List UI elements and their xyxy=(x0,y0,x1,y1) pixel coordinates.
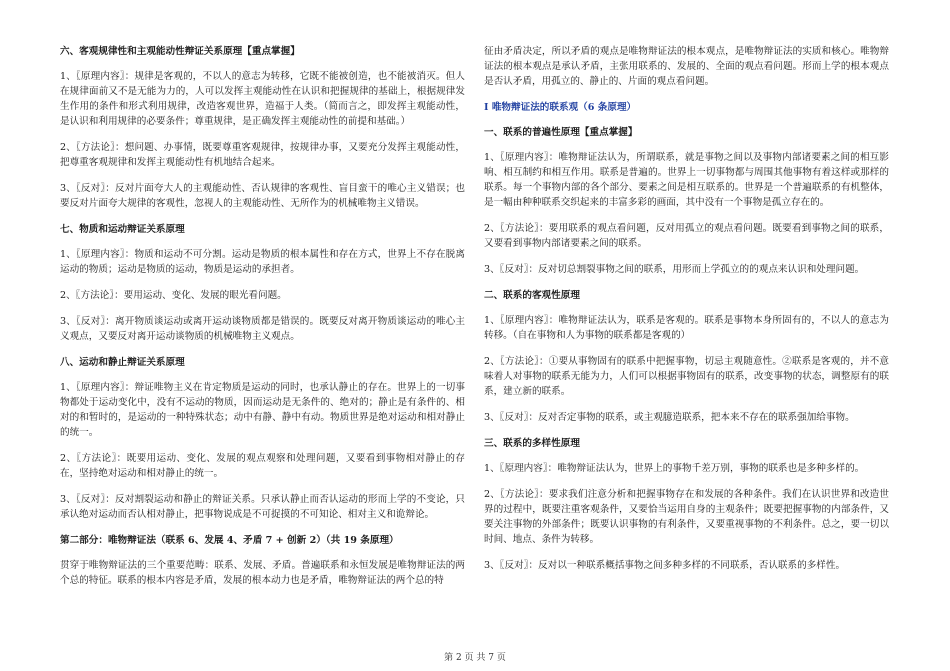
paragraph: 2、〖方法论〗：既要用运动、变化、发展的观点观察和处理问题，又要看到事物相对静止的存在，坚持绝对运动和相对静止的统一。 xyxy=(60,453,465,479)
section-heading: 八、运动和静止辩证关系原理 xyxy=(60,357,185,368)
paragraph: 1、〖原理内容〗：唯物辩证法认为，世界上的事物千差万别，事物的联系也是多种多样的。 xyxy=(484,463,865,474)
chapter-heading: Ⅰ 唯物辩证法的联系观（6 条原理） xyxy=(484,102,637,113)
paragraph: 1、〖原理内容〗：唯物辩证法认为，联系是客观的。联系是事物本身所固有的，不以人的意志为转移。（自在事物和人为事物的联系都是客观的） xyxy=(484,315,889,341)
paragraph: 1、〖原理内容〗：唯物辩证法认为，所谓联系，就是事物之间以及事物内部诸要素之间的相互影响、相互制约和相互作用。联系是普遍的。世界上一切事物都与周围其他事物有着这样或那样的联系。每一个事物内部的各个部分、要素之间是相互联系的。世界是一个普遍联系的有机整体，是一幅由种种联系交织起来的丰富多彩的画面，其中没有一个事物是孤立存在的。 xyxy=(484,152,889,208)
paragraph: 2、〖方法论〗：①要从事物固有的联系中把握事物，切忌主观随意性。②联系是客观的，并不意味着人对事物的联系无能为力，人们可以根据事物固有的联系，改变事物的状态，调整原有的联系，建立新的联系。 xyxy=(484,356,889,397)
paragraph: 1、〖原理内容〗：辩证唯物主义在肯定物质是运动的同时，也承认静止的存在。世界上的一切事物都处于运动变化中，没有不运动的物质，因而运动是无条件的、绝对的；静止是有条件的、相对的和暂时的，是运动的一种特殊状态；动中有静、静中有动。物质世界是绝对运动和相对静止的统一。 xyxy=(60,382,465,438)
paragraph: 贯穿于唯物辩证法的三个重要范畴：联系、发展、矛盾。普遍联系和永恒发展是唯物辩证法的两个总的特征。联系的根本内容是矛盾，发展的根本动力也是矛盾，唯物辩证法的两个总的特 xyxy=(60,560,465,586)
paragraph: 3、〖反对〗：离开物质谈运动或离开运动谈物质都是错误的。既要反对离开物质谈运动的唯心主义观点，又要反对离开运动谈物质的机械唯物主义观点。 xyxy=(60,316,465,342)
section-heading: 七、物质和运动辩证关系原理 xyxy=(60,224,185,235)
paragraph: 3、〖反对〗：反对否定事物的联系，或主观臆造联系，把本来不存在的联系强加给事物。 xyxy=(484,412,855,423)
section-heading: 第二部分：唯物辩证法（联系 6、发展 4、矛盾 7 + 创新 2）（共 19 条原理） xyxy=(60,535,399,546)
left-column xyxy=(60,44,465,599)
paragraph: 1、〖原理内容〗：规律是客观的，不以人的意志为转移，它既不能被创造，也不能被消灭。但人在规律面前又不是无能为力的，人可以发挥主观能动性在认识和把握规律的基础上，根据规律发生作用的条件和形式利用规律，改造客观世界，造福于人类。（简而言之，即发挥主观能动性，是认识和利用规律的必要条件；尊重规律，是正确发挥主观能动性的前提和基础。） xyxy=(60,71,465,127)
section-heading: 一、联系的普遍性原理【重点掌握】 xyxy=(484,127,638,138)
paragraph: 3、〖反对〗：反对以一种联系概括事物之间多种多样的不同联系，否认联系的多样性。 xyxy=(484,560,846,571)
paragraph: 2、〖方法论〗：要用运动、变化、发展的眼光看问题。 xyxy=(60,290,287,301)
section-heading: 三、联系的多样性原理 xyxy=(484,438,580,449)
right-column xyxy=(484,44,889,584)
section-heading: 二、联系的客观性原理 xyxy=(484,290,580,301)
paragraph: 3、〖反对〗：反对片面夸大人的主观能动性、否认规律的客观性、盲目蛮干的唯心主义错误；也要反对片面夸大规律的客观性，忽视人的主观能动性、无所作为的机械唯物主义错误。 xyxy=(60,183,465,209)
paragraph: 3、〖反对〗：反对切总割裂事物之间的联系，用形而上学孤立的的观点来认识和处理问题。 xyxy=(484,264,865,275)
paragraph: 征由矛盾决定，所以矛盾的观点是唯物辩证法的根本观点，是唯物辩证法的实质和核心。唯物辩证法的根本观点是承认矛盾，主张用联系的、发展的、全面的观点看问题。形而上学的根本观点是否认矛盾，用孤立的、静止的、片面的观点看问题。 xyxy=(484,46,889,87)
paragraph: 1、〖原理内容〗：物质和运动不可分割。运动是物质的根本属性和存在方式，世界上不存在脱离运动的物质；运动是物质的运动，物质是运动的承担者。 xyxy=(60,249,465,275)
paragraph: 2、〖方法论〗：想问题、办事情，既要尊重客观规律，按规律办事，又要充分发挥主观能动性，把尊重客观规律和发挥主观能动性有机地结合起来。 xyxy=(60,142,465,168)
paragraph: 2、〖方法论〗：要用联系的观点看问题，反对用孤立的观点看问题。既要看到事物之间的联系，又要看到事物内部诸要素之间的联系。 xyxy=(484,223,889,249)
paragraph: 2、〖方法论〗：要求我们注意分析和把握事物存在和发展的各种条件。我们在认识世界和改造世界的过程中，既要注重客观条件，又要恰当运用自身的主观条件；既要把握事物的内部条件，又要关注事物的外部条件；既要认识事物的有利条件，又要重视事物的不利条件。总之，要一切以时间、地点、条件为转移。 xyxy=(484,489,889,545)
paragraph: 3、〖反对〗：反对割裂运动和静止的辩证关系。只承认静止而否认运动的形而上学的不变论，只承认绝对运动而否认相对静止，把事物说成是不可捉摸的不可知论、相对主义和诡辩论。 xyxy=(60,494,465,520)
page-footer: 第 2 页 共 7 页 xyxy=(444,653,506,663)
section-heading: 六、客观规律性和主观能动性辩证关系原理【重点掌握】 xyxy=(60,46,300,57)
